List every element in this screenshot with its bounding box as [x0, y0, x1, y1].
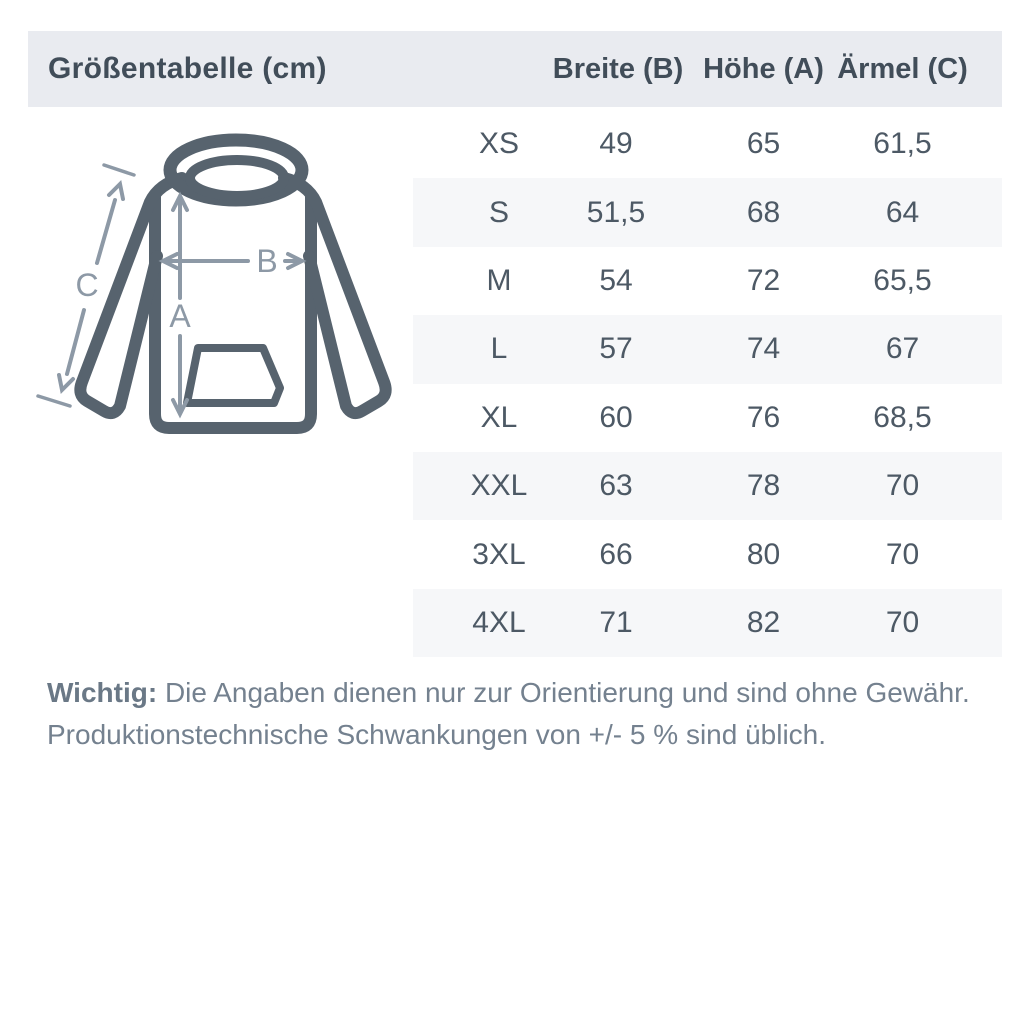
value-aermel: 67	[885, 332, 920, 366]
value-breite: 71	[599, 605, 633, 639]
value-breite: 66	[599, 537, 633, 571]
page-title: Größentabelle (cm)	[48, 52, 327, 85]
value-hoehe: 82	[746, 605, 781, 639]
table-row	[413, 178, 1002, 246]
table-row	[413, 520, 1002, 588]
value-breite: 60	[599, 400, 633, 434]
value-breite: 63	[599, 469, 633, 503]
value-hoehe: 80	[746, 537, 781, 571]
size-label: M	[486, 263, 512, 297]
value-hoehe: 74	[746, 332, 781, 366]
disclaimer-line-2: Produktionstechnische Schwankungen von +/- 5 % sind üblich.	[47, 719, 827, 750]
value-hoehe: 78	[746, 469, 781, 503]
hoodie-diagram	[30, 118, 410, 463]
value-aermel: 65,5	[873, 263, 932, 297]
size-label: XXL	[470, 469, 528, 503]
disclaimer	[47, 672, 977, 756]
value-breite: 54	[599, 263, 633, 297]
disclaimer-important-label: Wichtig:	[47, 677, 158, 708]
size-label: XS	[478, 127, 520, 161]
disclaimer-text-1: Die Angaben dienen nur zur Orientierung und sind ohne Gewähr.	[164, 677, 970, 708]
value-aermel: 70	[885, 605, 920, 639]
column-header-aermel: Ärmel (C)	[837, 52, 968, 85]
value-breite: 57	[599, 332, 633, 366]
dimension-label-b: B	[256, 243, 278, 279]
column-header-hoehe: Höhe (A)	[703, 52, 824, 85]
value-hoehe: 72	[746, 263, 781, 297]
size-label: L	[490, 332, 508, 366]
hoodie-illustration	[30, 118, 410, 463]
table-row	[413, 110, 1002, 178]
header-band	[28, 31, 1002, 107]
column-header-breite: Breite (B)	[552, 52, 684, 85]
value-hoehe: 68	[746, 195, 781, 229]
column-header-spacer	[413, 31, 558, 107]
size-label: 4XL	[472, 605, 526, 639]
value-breite: 49	[599, 127, 633, 161]
value-hoehe: 65	[746, 127, 781, 161]
value-aermel: 61,5	[873, 127, 932, 161]
value-aermel: 70	[885, 469, 920, 503]
value-aermel: 68,5	[873, 400, 932, 434]
value-aermel: 70	[885, 537, 920, 571]
value-hoehe: 76	[746, 400, 781, 434]
size-label: XL	[480, 400, 518, 434]
disclaimer-line-1	[47, 672, 977, 714]
table-row	[413, 315, 1002, 383]
table-row	[413, 452, 1002, 520]
table-row	[413, 384, 1002, 452]
size-table	[413, 110, 1002, 657]
size-label: S	[488, 195, 509, 229]
table-row	[413, 247, 1002, 315]
value-breite: 51,5	[586, 195, 646, 229]
value-aermel: 64	[885, 195, 920, 229]
dimension-label-a: A	[169, 298, 191, 334]
column-headers	[413, 31, 1002, 107]
size-label: 3XL	[472, 537, 526, 571]
table-row	[413, 589, 1002, 657]
dimension-label-c: C	[75, 267, 99, 303]
